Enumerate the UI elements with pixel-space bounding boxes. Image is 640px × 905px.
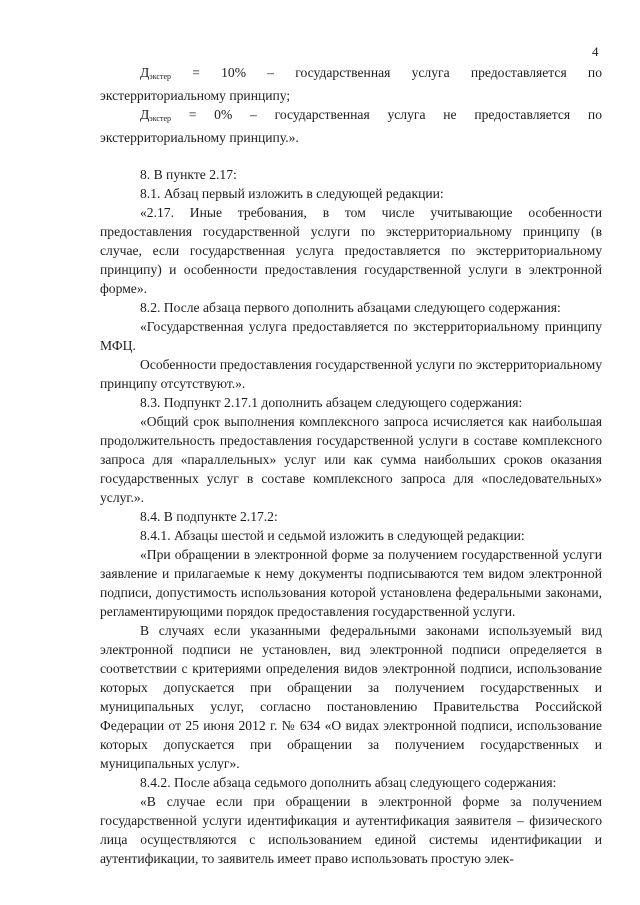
paragraph-item-8-3: 8.3. Подпункт 2.17.1 дополнить абзацем следующего содержания: [140, 395, 523, 410]
paragraph-item-8-2: 8.2. После абзаца первого дополнить абзацами следующего содержания: [140, 300, 561, 315]
document-body [100, 63, 602, 868]
paragraph-item-8-4: 8.4. В подпункте 2.17.2: [140, 509, 278, 524]
formula-symbol: Д [140, 107, 150, 122]
paragraph-quote-mfc: «Государственная услуга предоставляется по экстерриториальному принципу МФЦ. [100, 319, 602, 353]
formula-line-extraterritorial-10 [100, 63, 602, 105]
formula-text: = 10% – государственная услуга предоставляется по экстерриториальному принципу; [100, 65, 602, 103]
formula-subscript: экстер [149, 72, 171, 81]
paragraph-quote-identification: «В случае если при обращении в электронной форме за получением государственной услуги идентификация и аутентификация заявителя – физического лица осуществляются с использованием единой системы идентификации и аутентификации, то заявитель имеет право использовать простую элек- [100, 794, 602, 866]
paragraph-quote-complex-request: «Общий срок выполнения комплексного запроса исчисляется как наибольшая продолжительность предоставления государственной услуги в составе комплексного запроса для «параллельных» услуг или как сумма наибольших сроков оказания государственных услуг в составе комплексного запроса для «последовательных» услуг.». [100, 414, 602, 505]
formula-symbol: Д [140, 65, 150, 80]
paragraph-item-8-4-2: 8.4.2. После абзаца седьмого дополнить абзац следующего содержания: [140, 775, 557, 790]
paragraph-quote-features: Особенности предоставления государственной услуги по экстерриториальному принципу отсутствуют.». [100, 357, 602, 391]
formula-line-extraterritorial-0 [100, 105, 602, 147]
paragraph-item-8-1: 8.1. Абзац первый изложить в следующей редакции: [140, 186, 444, 201]
formula-subscript: экстер [149, 114, 171, 123]
formula-text: = 0% – государственная услуга не предоставляется по экстерриториальному принципу.». [100, 107, 602, 145]
paragraph-quote-electronic-signature: «При обращении в электронной форме за получением государственной услуги заявление и прилагаемые к нему документы подписываются тем видом электронной подписи, допустимость использования которой установлена федеральными законами, регламентирующими порядок предоставления государственной услуги. [100, 547, 602, 619]
paragraph-item-8: 8. В пункте 2.17: [140, 167, 237, 182]
paragraph-quote-2-17: «2.17. Иные требования, в том числе учитывающие особенности предоставления государственной услуги по экстерриториальному принципу (в случае, если государственная услуга предоставляется по экстерриториальному принципу) и особенности предоставления государственной услуги в электронной форме». [100, 205, 602, 296]
paragraph-item-8-4-1: 8.4.1. Абзацы шестой и седьмой изложить в следующей редакции: [140, 528, 525, 543]
page-number: 4 [592, 44, 599, 59]
paragraph-quote-signature-type: В случаях если указанными федеральными законами используемый вид электронной подписи не установлен, вид электронной подписи определяется в соответствии с критериями определения видов электронной подписи, использование которых допускается при обращении за получением государственных и муниципальных услуг, согласно постановлению Правительства Российской Федерации от 25 июня 2012 г. № 634 «О видах электронной подписи, использование которых допускается при обращении за получением государственных и муниципальных услуг». [100, 623, 602, 771]
